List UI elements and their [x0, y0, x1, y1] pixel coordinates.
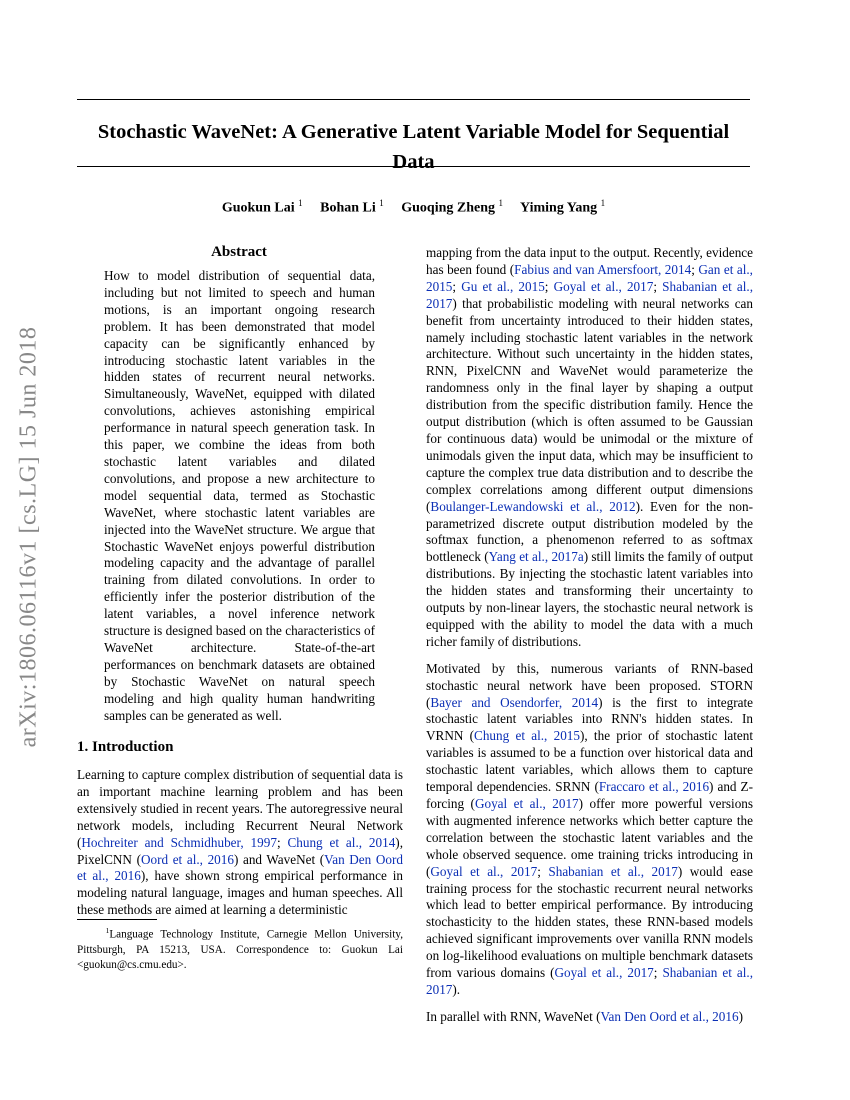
text-run: ), PixelCNN ( [77, 834, 403, 867]
author-list [77, 192, 750, 220]
author-affiliation-mark: 1 [600, 198, 606, 208]
body-paragraph [426, 661, 753, 999]
text-run: ; [537, 863, 549, 879]
footnote-rule [77, 919, 157, 920]
text-run: ) and Z-forcing ( [426, 779, 753, 811]
arxiv-identifier: arXiv:1806.06116v1 [cs.LG] 15 Jun 2018 [15, 326, 42, 748]
author-name: Yiming Yang [520, 200, 598, 216]
text-run: In parallel with RNN, WaveNet ( [426, 1008, 601, 1024]
text-run: ; [653, 965, 663, 981]
citation-link[interactable]: Goyal et al., 2017 [554, 965, 654, 981]
text-run: mapping from the data input to the output. Recently, evidence has been found ( [426, 245, 753, 277]
abstract-heading: Abstract [211, 244, 267, 260]
text-run: ). Even for the non-parametrized discrete output distribution modeled by the softmax function, a phenomenon referred to as softmax bottleneck ( [426, 498, 753, 565]
arxiv-sidebar [4, 297, 54, 777]
citation-link[interactable]: Boulanger-Lewandowski et al., 2012 [430, 498, 636, 514]
text-run: ) would ease training process for the stochastic recurrent neural networks which lead to better empirical performance. By introducing stochasticity to the hidden states, these RNN-based models achieved significant improvements over vanilla RNN models on log-likelihood evaluations on multiple benchmark datasets from various domains ( [426, 863, 753, 981]
text-run: ), the prior of stochastic latent variables is assumed to be a function over historical data and stochastic latent variables, which allows them to capture temporal dependencies. SRNN ( [426, 728, 753, 795]
citation-link[interactable]: Chung et al., 2014 [287, 834, 396, 850]
citation-link[interactable]: Shabanian et al., 2017 [426, 965, 753, 997]
text-run: ; [544, 278, 554, 294]
text-run: ) offer more powerful versions with augmented inference networks which better capture the correlation between the stochastic latent variables and the whole observed sequence. ome training tricks introducing in ( [426, 796, 754, 879]
footnote [77, 923, 403, 974]
citation-link[interactable]: Shabanian et al., 2017 [426, 278, 754, 311]
citation-link[interactable]: Goyal et al., 2017 [474, 796, 579, 811]
citation-link[interactable]: Shabanian et al., 2017 [548, 863, 678, 879]
text-run: ) is the first to integrate stochastic latent variables into RNN's hidden states. In VRNN ( [426, 694, 753, 744]
citation-link[interactable]: Bayer and Osendorfer, 2014 [430, 694, 599, 710]
footnote-mark: 1 [105, 926, 110, 935]
text-run: ; [276, 834, 288, 850]
text-run: Learning to capture complex distribution of sequential data is an important machine learning problem and has been extensively studied in recent years. The autoregressive neural network models, including Recurrent Neural Network ( [77, 767, 403, 850]
text-run: ; [691, 261, 699, 277]
citation-link[interactable]: Fraccaro et al., 2016 [598, 779, 710, 795]
text-run: Motivated by this, numerous variants of RNN-based stochastic neural network have been proposed. STORN ( [426, 660, 753, 710]
citation-link[interactable]: Gu et al., 2015 [461, 278, 545, 294]
text-run: ; [653, 278, 663, 294]
author-name: Guokun Lai [221, 200, 295, 216]
introduction-heading: 1. Introduction [77, 739, 174, 755]
title-top-rule [77, 99, 750, 100]
text-run: ), have shown strong empirical performance in modeling natural language, images and human speeches. All these methods are aimed at learning a deterministic [77, 868, 403, 918]
paper-title: Stochastic WaveNet: A Generative Latent Variable Model for Sequential Data [97, 121, 730, 173]
right-column-body [426, 245, 753, 1026]
text-run: ) [738, 1008, 743, 1024]
author-affiliation-mark: 1 [379, 198, 384, 208]
author-name: Guoqing Zheng [401, 200, 496, 216]
citation-link[interactable]: Oord et al., 2016 [140, 851, 234, 867]
citation-link[interactable]: Hochreiter and Schmidhuber, 1997 [81, 834, 277, 850]
text-run: ) that probabilistic modeling with neural networks can benefit from uncertainty introduced to their hidden states, namely including stochastic latent variables in the network architecture. Without such uncertainty in the hidden states, RNN, PixelCNN and WaveNet would parameterize the randomness only in the final layer by shaping a output distribution from the specific distribution family. Hence the output distribution (which is often assumed to be Gaussian for continuous data) would be unimodal or the mixture of unimodals given the input data, which may be insufficient to capture the complex true data distribution and to describe the complex correlations among different output dimensions ( [426, 295, 753, 514]
citation-link[interactable]: Van Den Oord et al., 2016 [600, 1008, 739, 1024]
citation-link[interactable]: Goyal et al., 2017 [430, 863, 538, 879]
citation-link[interactable]: Fabius and van Amersfoort, 2014 [514, 261, 692, 277]
citation-link[interactable]: Chung et al., 2015 [474, 728, 580, 744]
introduction-paragraph [77, 767, 403, 919]
body-paragraph [426, 245, 753, 651]
author-affiliation-mark: 1 [498, 198, 504, 208]
citation-link[interactable]: Gan et al., 2015 [426, 261, 753, 294]
title-bottom-rule [77, 166, 750, 167]
footnote-text: Language Technology Institute, Carnegie Mellon University, Pittsburgh, PA 15213, USA. Correspondence to: Guokun Lai <guokun@cs.cmu.edu>. [77, 928, 404, 972]
author-affiliation-mark: 1 [298, 198, 303, 208]
text-run: ) and WaveNet ( [233, 851, 325, 867]
text-run: ) still limits the family of output distributions. By injecting the stochastic latent variables into the hidden states and transforming their uncertainty to outputs by non-linear layers, the stochastic neural network is equipped with the ability to model the data with a much richer family of distributions. [426, 549, 754, 649]
text-run: ; [452, 278, 462, 294]
abstract-body [104, 268, 375, 724]
abstract-paragraph: How to model distribution of sequential data, including but not limited to speech and human motions, is an important ongoing research problem. It has been demonstrated that model capacity can be significantly enhanced by introducing stochastic latent variables in the hidden states of recurrent neural networks. Simultaneously, WaveNet, equipped with dilated convolutions, achieves astonishing empirical performance in natural speech generation task. In this paper, we combine the ideas from both stochastic latent variables and dilated convolutions, and propose a new architecture to model sequential data, termed as Stochastic WaveNet, where stochastic latent variables are injected into the WaveNet structure. We argue that Stochastic WaveNet enjoys powerful distribution modeling capacity and the advantage of parallel training from dilated convolutions. In order to efficiently infer the posterior distribution of the latent variables, a novel inference network structure is designed based on the characteristics of WaveNet architecture. State-of-the-art performances on benchmark datasets are obtained by Stochastic WaveNet on natural speech modeling and high quality human handwriting samples can be generated as well. [104, 268, 375, 723]
citation-link[interactable]: Van Den Oord et al., 2016 [77, 851, 403, 884]
author-name: Bohan Li [320, 200, 376, 216]
introduction-body [77, 767, 403, 919]
citation-link[interactable]: Yang et al., 2017a [488, 549, 584, 565]
text-run: ). [452, 981, 461, 997]
body-paragraph [426, 1009, 753, 1026]
citation-link[interactable]: Goyal et al., 2017 [553, 278, 654, 294]
